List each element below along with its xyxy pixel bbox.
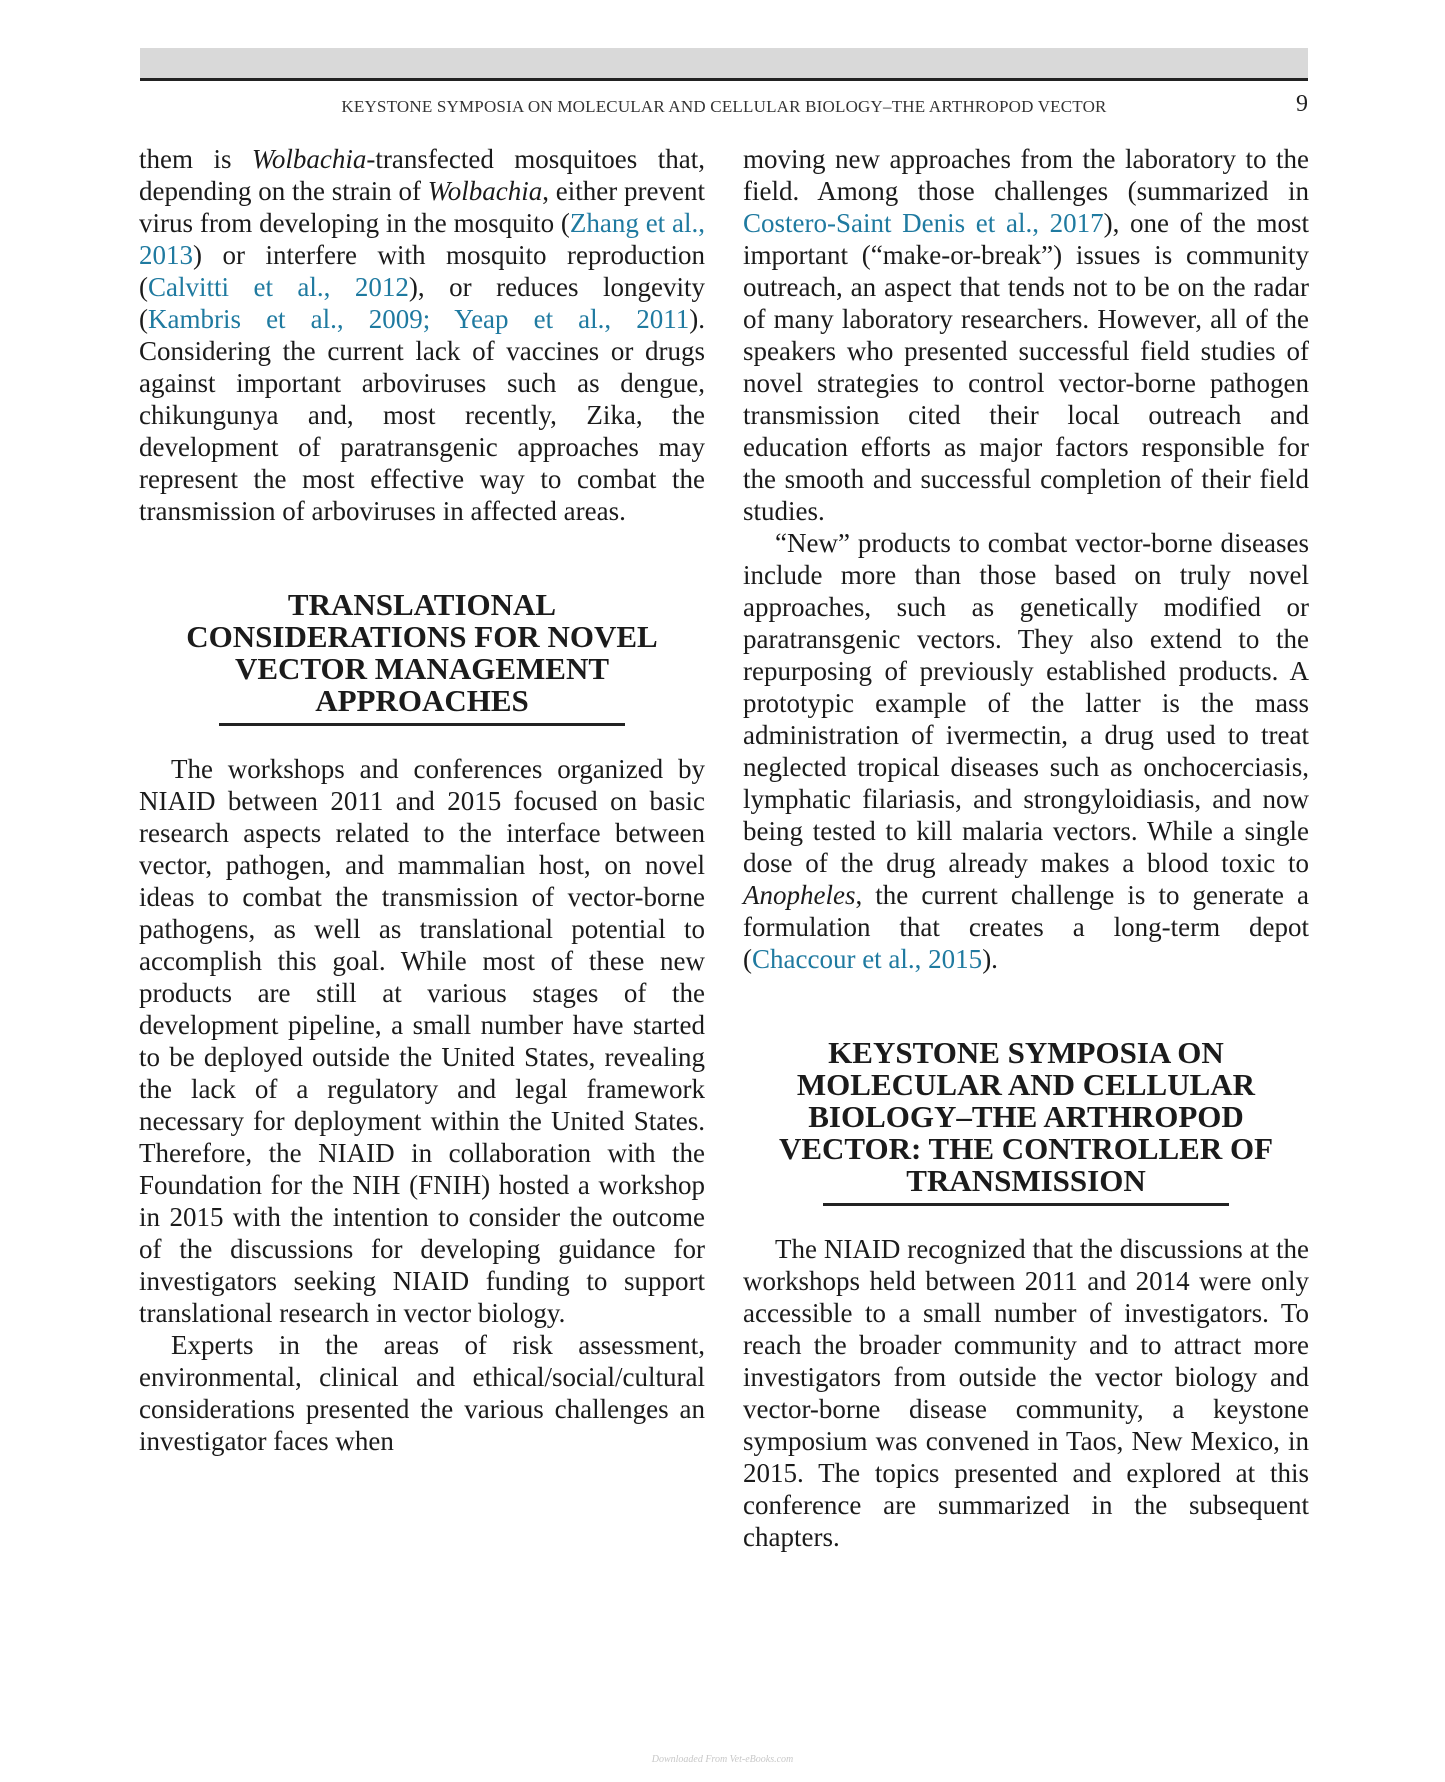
- page-number: 9: [1296, 91, 1308, 117]
- running-title: KEYSTONE SYMPOSIA ON MOLECULAR AND CELLULAR BIOLOGY–THE ARTHROPOD VECTOR: [341, 97, 1107, 116]
- running-header: [140, 91, 1308, 119]
- body-paragraph: “New” products to combat vector-borne diseases include more than those based on truly novel approaches, such as genetically modified or paratransgenic vectors. They also extend to the repurposing of previously established products. A prototypic example of the latter is the mass administration of ivermectin, a drug used to treat neglected tropical diseases such as onchocerciasis, lymphatic filariasis, and strongyloidiasis, and now being tested to kill malaria vectors. While a single dose of the drug already makes a blood toxic to Anopheles, the current challenge is to generate a formulation that creates a long-term depot (Chaccour et al., 2015).: [743, 528, 1309, 974]
- left-column: [139, 143, 705, 1457]
- citation-link[interactable]: Chaccour et al., 2015: [752, 944, 983, 974]
- citation-link[interactable]: Costero-Saint Denis et al., 2017: [743, 208, 1104, 238]
- section-heading-translational: TRANSLATIONAL CONSIDERATIONS FOR NOVEL VECTOR MANAGEMENT APPROACHES: [186, 587, 658, 718]
- body-paragraph: Experts in the areas of risk assessment, environmental, clinical and ethical/social/cultural considerations presented the various challenges an investigator faces when: [139, 1330, 705, 1456]
- right-column: [743, 143, 1309, 1553]
- body-paragraph: The NIAID recognized that the discussions at the workshops held between 2011 and 2014 were only accessible to a small number of investigators. To reach the broader community and to attract more investigators from outside the vector biology and vector-borne disease community, a keystone symposium was convened in Taos, New Mexico, in 2015. The topics presented and explored at this conference are summarized in the subsequent chapters.: [743, 1234, 1309, 1552]
- body-paragraph: moving new approaches from the laboratory to the field. Among those challenges (summarized in Costero-Saint Denis et al., 2017), one of the most important (“make-or-break”) issues is community outreach, an aspect that tends not to be on the radar of many laboratory researchers. However, all of the speakers who presented successful field studies of novel strategies to control vector-borne pathogen transmission cited their local outreach and education efforts as major factors responsible for the smooth and successful completion of their field studies.: [743, 144, 1310, 526]
- download-watermark: Downloaded From Vet-eBooks.com: [651, 1754, 794, 1765]
- header-bar: [140, 48, 1308, 81]
- heading-underline: [219, 723, 625, 726]
- citation-link[interactable]: Kambris et al., 2009; Yeap et al., 2011: [148, 304, 690, 334]
- section-heading-keystone: KEYSTONE SYMPOSIA ON MOLECULAR AND CELLULAR BIOLOGY–THE ARTHROPOD VECTOR: THE CONTROLLER OF TRANSMISSION: [778, 1035, 1274, 1198]
- heading-underline: [823, 1203, 1229, 1206]
- citation-link[interactable]: Zhang et al., 2013: [139, 208, 705, 270]
- body-paragraph: The workshops and conferences organized by NIAID between 2011 and 2015 focused on basic research aspects related to the interface between vector, pathogen, and mammalian host, on novel ideas to combat the transmission of vector-borne pathogens, as well as translational potential to accomplish this goal. While most of these new products are still at various stages of the development pipeline, a small number have started to be deployed outside the United States, revealing the lack of a regulatory and legal framework necessary for deployment within the United States. Therefore, the NIAID in collaboration with the Foundation for the NIH (FNIH) hosted a workshop in 2015 with the intention to consider the outcome of the discussions for developing guidance for investigators seeking NIAID funding to support translational research in vector biology.: [139, 754, 705, 1328]
- intro-paragraph: them is Wolbachia-transfected mosquitoes that, depending on the strain of Wolbachia, either prevent virus from developing in the mosquito (Zhang et al., 2013) or interfere with mosquito reproduction (Calvitti et al., 2012), or reduces longevity (Kambris et al., 2009; Yeap et al., 2011). Considering the current lack of vaccines or drugs against important arboviruses such as dengue, chikungunya and, most recently, Zika, the development of paratransgenic approaches may represent the most effective way to combat the transmission of arboviruses in affected areas.: [139, 144, 705, 526]
- citation-link[interactable]: Calvitti et al., 2012: [148, 272, 409, 302]
